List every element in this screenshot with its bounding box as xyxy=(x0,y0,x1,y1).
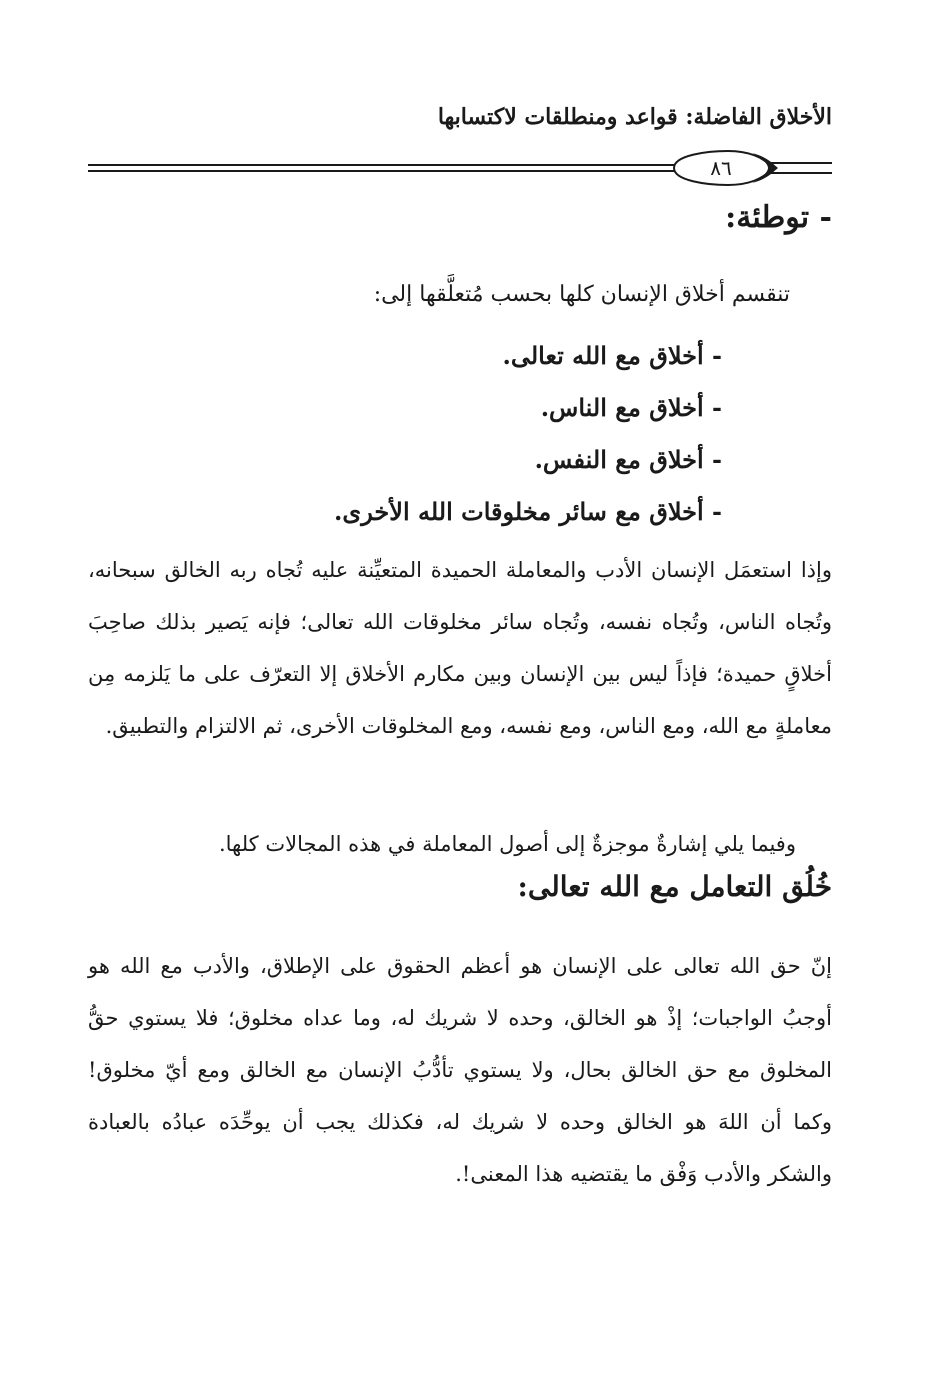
page-number: ٨٦ xyxy=(710,156,732,180)
body-paragraph: وفيما يلي إشارةٌ موجزةٌ إلى أصول المعاملة في هذه المجالات كلها. xyxy=(218,832,796,856)
ethics-categories-list xyxy=(334,330,722,538)
list-item: - أخلاق مع سائر مخلوقات الله الأخرى. xyxy=(334,497,722,526)
list-item: - أخلاق مع الناس. xyxy=(540,393,722,422)
body-paragraph: إنّ حق الله تعالى على الإنسان هو أعظم الحقوق على الإطلاق، والأدب مع الله هو أوجبُ الواجبات؛ إذْ هو الخالق، وحده لا شريك له، وما عداه مخلوق؛ فلا يستوي حقُّ المخلوق مع حق الخالق بحال، ولا يستوي تأدُّبُ الإنسان مع الخالق ومع أيّ مخلوق! وكما أن اللهَ هو الخالق وحده لا شريك له، فكذلك يجب أن يوحِّدَه عبادُه بالعبادة والشكر والأدب وَفْق ما يقتضيه هذا المعنى!. xyxy=(88,954,832,1186)
intro-lead-text: تنقسم أخلاق الإنسان كلها بحسب مُتعلَّقها إلى: xyxy=(373,282,790,307)
section-heading: خُلُق التعامل مع الله تعالى: xyxy=(517,870,832,903)
list-item: - أخلاق مع الله تعالى. xyxy=(502,341,722,370)
intro-heading: - توطئة: xyxy=(725,200,832,235)
book-page xyxy=(88,0,832,1394)
body-paragraph: وإذا استعمَل الإنسان الأدب والمعاملة الحميدة المتعيِّنة عليه تُجاه ربه الخالق سبحانه، وتُجاه الناس، وتُجاه نفسه، وتُجاه سائر مخلوقات الله تعالى؛ فإنه يَصير بذلك صاحِبَ أخلاقٍ حميدة؛ فإذاً ليس بين الإنسان وبين مكارم الأخلاق إلا التعرّف على ما يَلزمه مِن معاملةٍ مع الله، ومع الناس، ومع نفسه، ومع المخلوقات الأخرى، ثم الالتزام والتطبيق. xyxy=(88,558,833,738)
list-item: - أخلاق مع النفس. xyxy=(534,445,722,474)
running-header-title: الأخلاق الفاضلة: قواعد ومنطلقات لاكتسابها xyxy=(437,104,832,130)
